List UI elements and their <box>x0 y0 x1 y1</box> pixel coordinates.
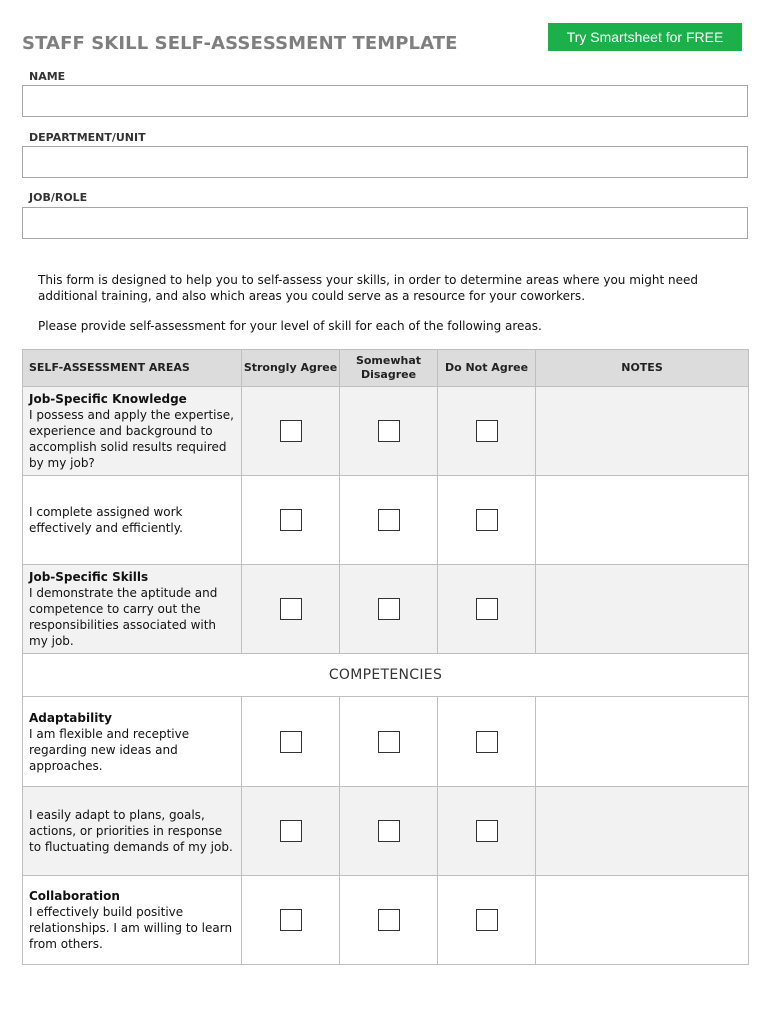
somewhat-disagree-checkbox[interactable] <box>378 420 400 442</box>
intro-paragraph: This form is designed to help you to self-assess your skills, in order to determine areas where you might need additional training, and also which areas you could serve as a resource for your coworkers. <box>38 273 698 303</box>
row-heading: Job-Specific Skills <box>29 570 149 584</box>
row-text: I possess and apply the expertise, experience and background to accomplish solid results required by my job? <box>29 408 234 470</box>
table-row <box>23 787 749 876</box>
row-heading: Adaptability <box>29 710 112 725</box>
somewhat-disagree-checkbox[interactable] <box>378 820 400 842</box>
strongly-agree-checkbox[interactable] <box>280 820 302 842</box>
row-description <box>23 697 242 787</box>
row-text: I demonstrate the aptitude and competence to carry out the responsibilities associated with my job. <box>29 586 218 648</box>
table-row <box>23 565 749 654</box>
table-row <box>23 387 749 476</box>
do-not-agree-checkbox[interactable] <box>476 909 498 931</box>
strongly-agree-checkbox[interactable] <box>280 598 302 620</box>
instructions-paragraph: Please provide self-assessment for your level of skill for each of the following areas. <box>38 319 542 333</box>
do-not-agree-checkbox[interactable] <box>476 509 498 531</box>
row-description <box>23 787 242 876</box>
row-text: I complete assigned work effectively and efficiently. <box>29 505 183 535</box>
job-role-label: JOB/ROLE <box>29 191 88 204</box>
department-label: DEPARTMENT/UNIT <box>29 131 146 144</box>
strongly-agree-checkbox[interactable] <box>280 731 302 753</box>
do-not-agree-checkbox[interactable] <box>476 598 498 620</box>
strongly-agree-checkbox[interactable] <box>280 509 302 531</box>
assessment-table <box>22 349 749 965</box>
somewhat-disagree-checkbox[interactable] <box>378 598 400 620</box>
do-not-agree-checkbox[interactable] <box>476 731 498 753</box>
notes-cell[interactable] <box>536 387 749 476</box>
row-heading: Collaboration <box>29 889 120 903</box>
notes-cell[interactable] <box>536 876 749 965</box>
name-label: NAME <box>29 70 66 83</box>
row-heading: Job-Specific Knowledge <box>29 392 187 406</box>
header-do-not-agree: Do Not Agree <box>438 350 536 387</box>
notes-cell[interactable] <box>536 787 749 876</box>
row-description <box>23 876 242 965</box>
do-not-agree-checkbox[interactable] <box>476 420 498 442</box>
somewhat-disagree-checkbox[interactable] <box>378 509 400 531</box>
notes-cell[interactable] <box>536 476 749 565</box>
table-row <box>23 697 749 787</box>
strongly-agree-checkbox[interactable] <box>280 420 302 442</box>
competencies-section-label: COMPETENCIES <box>23 654 749 697</box>
job-role-field[interactable] <box>22 207 748 239</box>
strongly-agree-checkbox[interactable] <box>280 909 302 931</box>
header-somewhat-disagree: Somewhat Disagree <box>340 350 438 387</box>
try-smartsheet-button[interactable]: Try Smartsheet for FREE <box>548 23 742 51</box>
somewhat-disagree-checkbox[interactable] <box>378 909 400 931</box>
row-description <box>23 387 242 476</box>
row-text: I effectively build positive relationships. I am willing to learn from others. <box>29 905 233 951</box>
do-not-agree-checkbox[interactable] <box>476 820 498 842</box>
table-row <box>23 876 749 965</box>
row-description <box>23 565 242 654</box>
name-field[interactable] <box>22 85 748 117</box>
table-header-row <box>23 350 749 387</box>
header-areas: SELF-ASSESSMENT AREAS <box>23 350 242 387</box>
page-title: STAFF SKILL SELF-ASSESSMENT TEMPLATE <box>22 33 458 54</box>
row-text: I am flexible and receptive regarding new ideas and approaches. <box>29 726 190 773</box>
row-description <box>23 476 242 565</box>
notes-cell[interactable] <box>536 565 749 654</box>
row-text: I easily adapt to plans, goals, actions, or priorities in response to fluctuating demands of my job. <box>29 808 233 854</box>
header-strongly-agree: Strongly Agree <box>242 350 340 387</box>
department-field[interactable] <box>22 146 748 178</box>
table-row <box>23 476 749 565</box>
section-row <box>23 654 749 697</box>
header-notes: NOTES <box>536 350 749 387</box>
somewhat-disagree-checkbox[interactable] <box>378 731 400 753</box>
notes-cell[interactable] <box>536 697 749 787</box>
